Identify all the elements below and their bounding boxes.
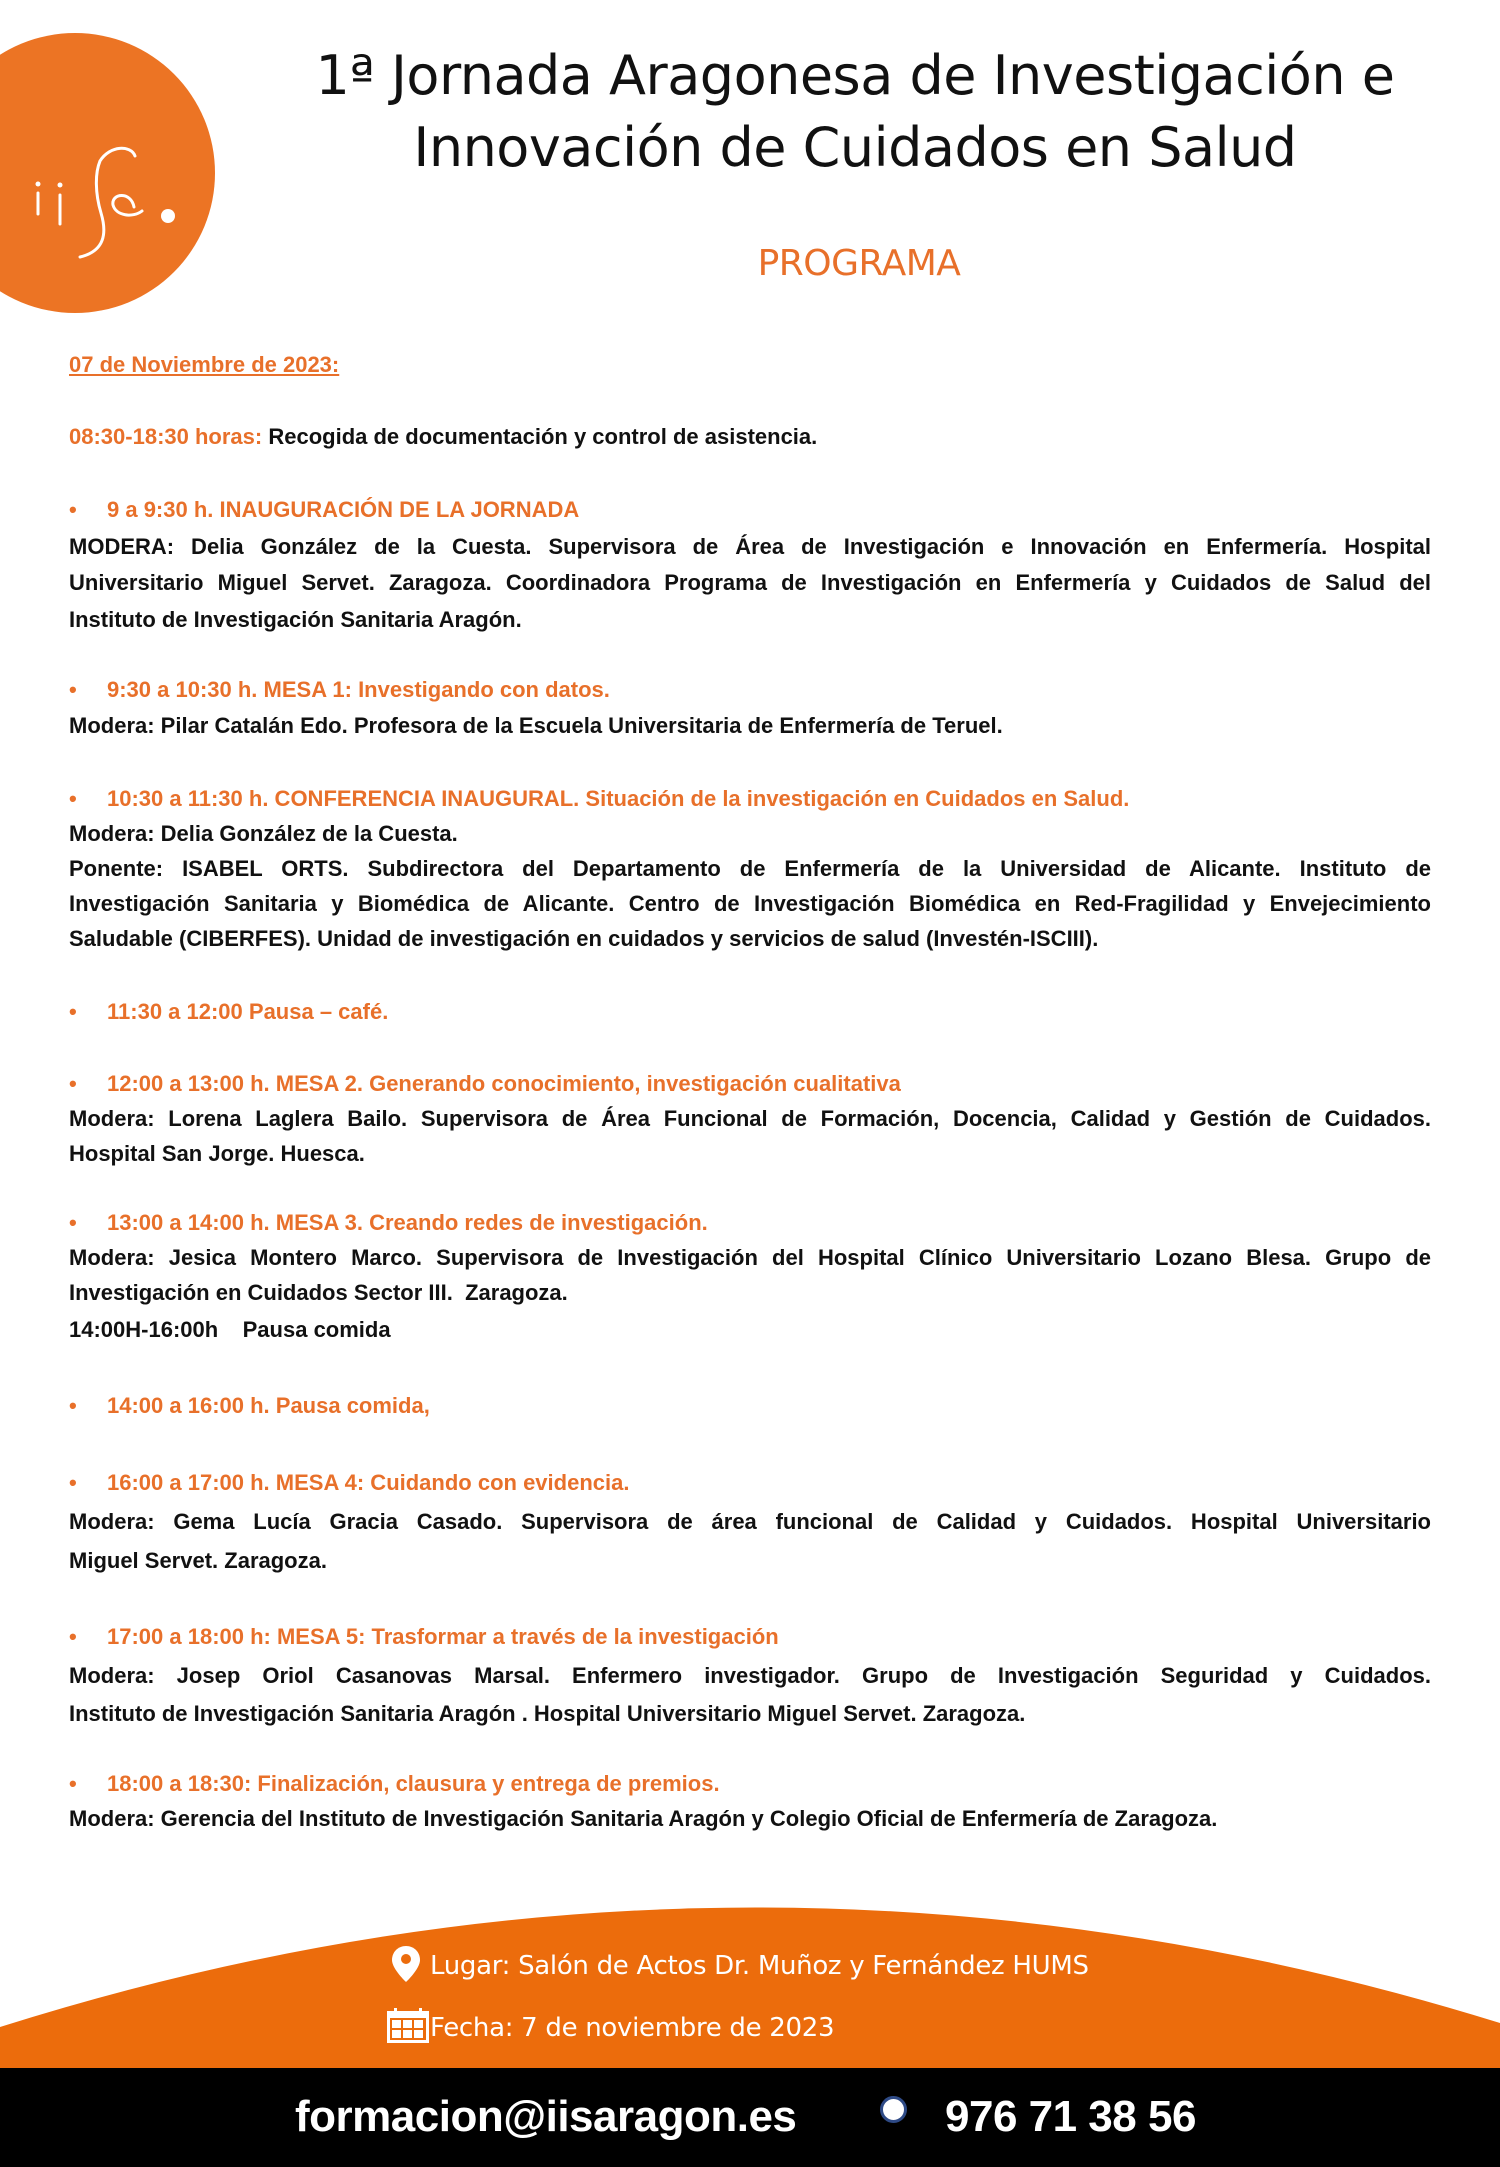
session-line: Modera: Lorena Laglera Bailo. Supervisora de Área Funcional de Formación, Docencia, Calidad y Gestión de Cuidados. (69, 1106, 1431, 1131)
session-line: Miguel Servet. Zaragoza. (69, 1548, 327, 1573)
session-line: Instituto de Investigación Sanitaria Aragón . Hospital Universitario Miguel Servet. Zaragoza. (69, 1701, 1026, 1726)
session-line: 14:00H-16:00h Pausa comida (69, 1317, 391, 1342)
session-line: Modera: Gema Lucía Gracia Casado. Supervisora de área funcional de Calidad y Cuidados. Hospital Universitario (69, 1509, 1431, 1534)
title-line-2: Innovación de Cuidados en Salud (413, 116, 1297, 179)
program-subtitle: PROGRAMA (757, 243, 961, 284)
session-line: Modera: Delia González de la Cuesta. (69, 821, 458, 846)
bullet-icon: • (69, 1210, 77, 1235)
bullet-icon: • (69, 999, 77, 1024)
session-line: Ponente: ISABEL ORTS. Subdirectora del Departamento de Enfermería de la Universidad de Alicante. Instituto de (69, 856, 1431, 881)
session-heading: 9 a 9:30 h. INAUGURACIÓN DE LA JORNADA (107, 497, 580, 522)
phone-dot-icon (880, 2096, 907, 2123)
session-line: Modera: Josep Oriol Casanovas Marsal. Enfermero investigador. Grupo de Investigación Seguridad y Cuidados. (69, 1663, 1431, 1688)
bullet-icon: • (69, 1470, 77, 1495)
session-heading: 13:00 a 14:00 h. MESA 3. Creando redes de investigación. (107, 1210, 708, 1235)
program-date: 07 de Noviembre de 2023: (69, 352, 340, 377)
session-heading: 16:00 a 17:00 h. MESA 4: Cuidando con evidencia. (107, 1470, 630, 1495)
session-line: Modera: Pilar Catalán Edo. Profesora de la Escuela Universitaria de Enfermería de Teruel. (69, 713, 1003, 738)
iisa-logo (0, 33, 215, 313)
session-line: Instituto de Investigación Sanitaria Aragón. (69, 607, 522, 632)
session-line: Universitario Miguel Servet. Zaragoza. Coordinadora Programa de Investigación en Enfermería y Cuidados de Salud del (69, 570, 1431, 595)
session-heading: 9:30 a 10:30 h. MESA 1: Investigando con datos. (107, 677, 610, 702)
session-heading: 14:00 a 16:00 h. Pausa comida, (107, 1393, 430, 1418)
date-text: Fecha: 7 de noviembre de 2023 (430, 2013, 835, 2043)
session-line: Saludable (CIBERFES). Unidad de investigación en cuidados y servicios de salud (Investén-ISCIII). (69, 926, 1099, 951)
session-line: MODERA: Delia González de la Cuesta. Supervisora de Área de Investigación e Innovación en Enfermería. Hospital (69, 534, 1431, 559)
bullet-icon: • (69, 1624, 77, 1649)
session-heading: 17:00 a 18:00 h: MESA 5: Trasformar a través de la investigación (107, 1624, 779, 1649)
session-line: Hospital San Jorge. Huesca. (69, 1141, 365, 1166)
bullet-icon: • (69, 786, 77, 811)
logo-glyphs (0, 33, 215, 313)
session-line: Investigación Sanitaria y Biomédica de Alicante. Centro de Investigación Biomédica en Red-Fragilidad y Envejecimiento (69, 891, 1431, 916)
page-title (250, 40, 1460, 184)
location-line (390, 1944, 1089, 1984)
session-heading: 10:30 a 11:30 h. CONFERENCIA INAUGURAL. Situación de la investigación en Cuidados en Salud. (107, 786, 1130, 811)
email-link[interactable]: formacion@iisaragon.es (295, 2092, 797, 2141)
registration-time: 08:30-18:30 horas: (69, 424, 263, 449)
date-line (386, 2008, 834, 2044)
map-pin-icon (390, 1944, 422, 1984)
location-text: Lugar: Salón de Actos Dr. Muñoz y Fernández HUMS (429, 1951, 1089, 1981)
bullet-icon: • (69, 1393, 77, 1418)
footer-arc (0, 1900, 1500, 2070)
session-heading: 11:30 a 12:00 Pausa – café. (107, 999, 389, 1024)
registration-line (69, 424, 817, 450)
session-line: Modera: Jesica Montero Marco. Supervisora de Investigación del Hospital Clínico Universitario Lozano Blesa. Grupo de (69, 1245, 1431, 1270)
phone-number: 976 71 38 56 (945, 2092, 1196, 2141)
session-heading: 18:00 a 18:30: Finalización, clausura y entrega de premios. (107, 1771, 720, 1796)
session-line: Investigación en Cuidados Sector III. Zaragoza. (69, 1280, 568, 1305)
session-heading: 12:00 a 13:00 h. MESA 2. Generando conocimiento, investigación cualitativa (107, 1071, 901, 1096)
bullet-icon: • (69, 1071, 77, 1096)
registration-text: Recogida de documentación y control de asistencia. (268, 424, 818, 449)
bullet-icon: • (69, 1771, 77, 1796)
bullet-icon: • (69, 677, 77, 702)
calendar-icon (386, 2008, 430, 2044)
title-line-1: 1ª Jornada Aragonesa de Investigación e (315, 44, 1395, 107)
session-line: Modera: Gerencia del Instituto de Investigación Sanitaria Aragón y Colegio Oficial de Enfermería de Zaragoza. (69, 1806, 1218, 1831)
bullet-icon: • (69, 497, 77, 522)
